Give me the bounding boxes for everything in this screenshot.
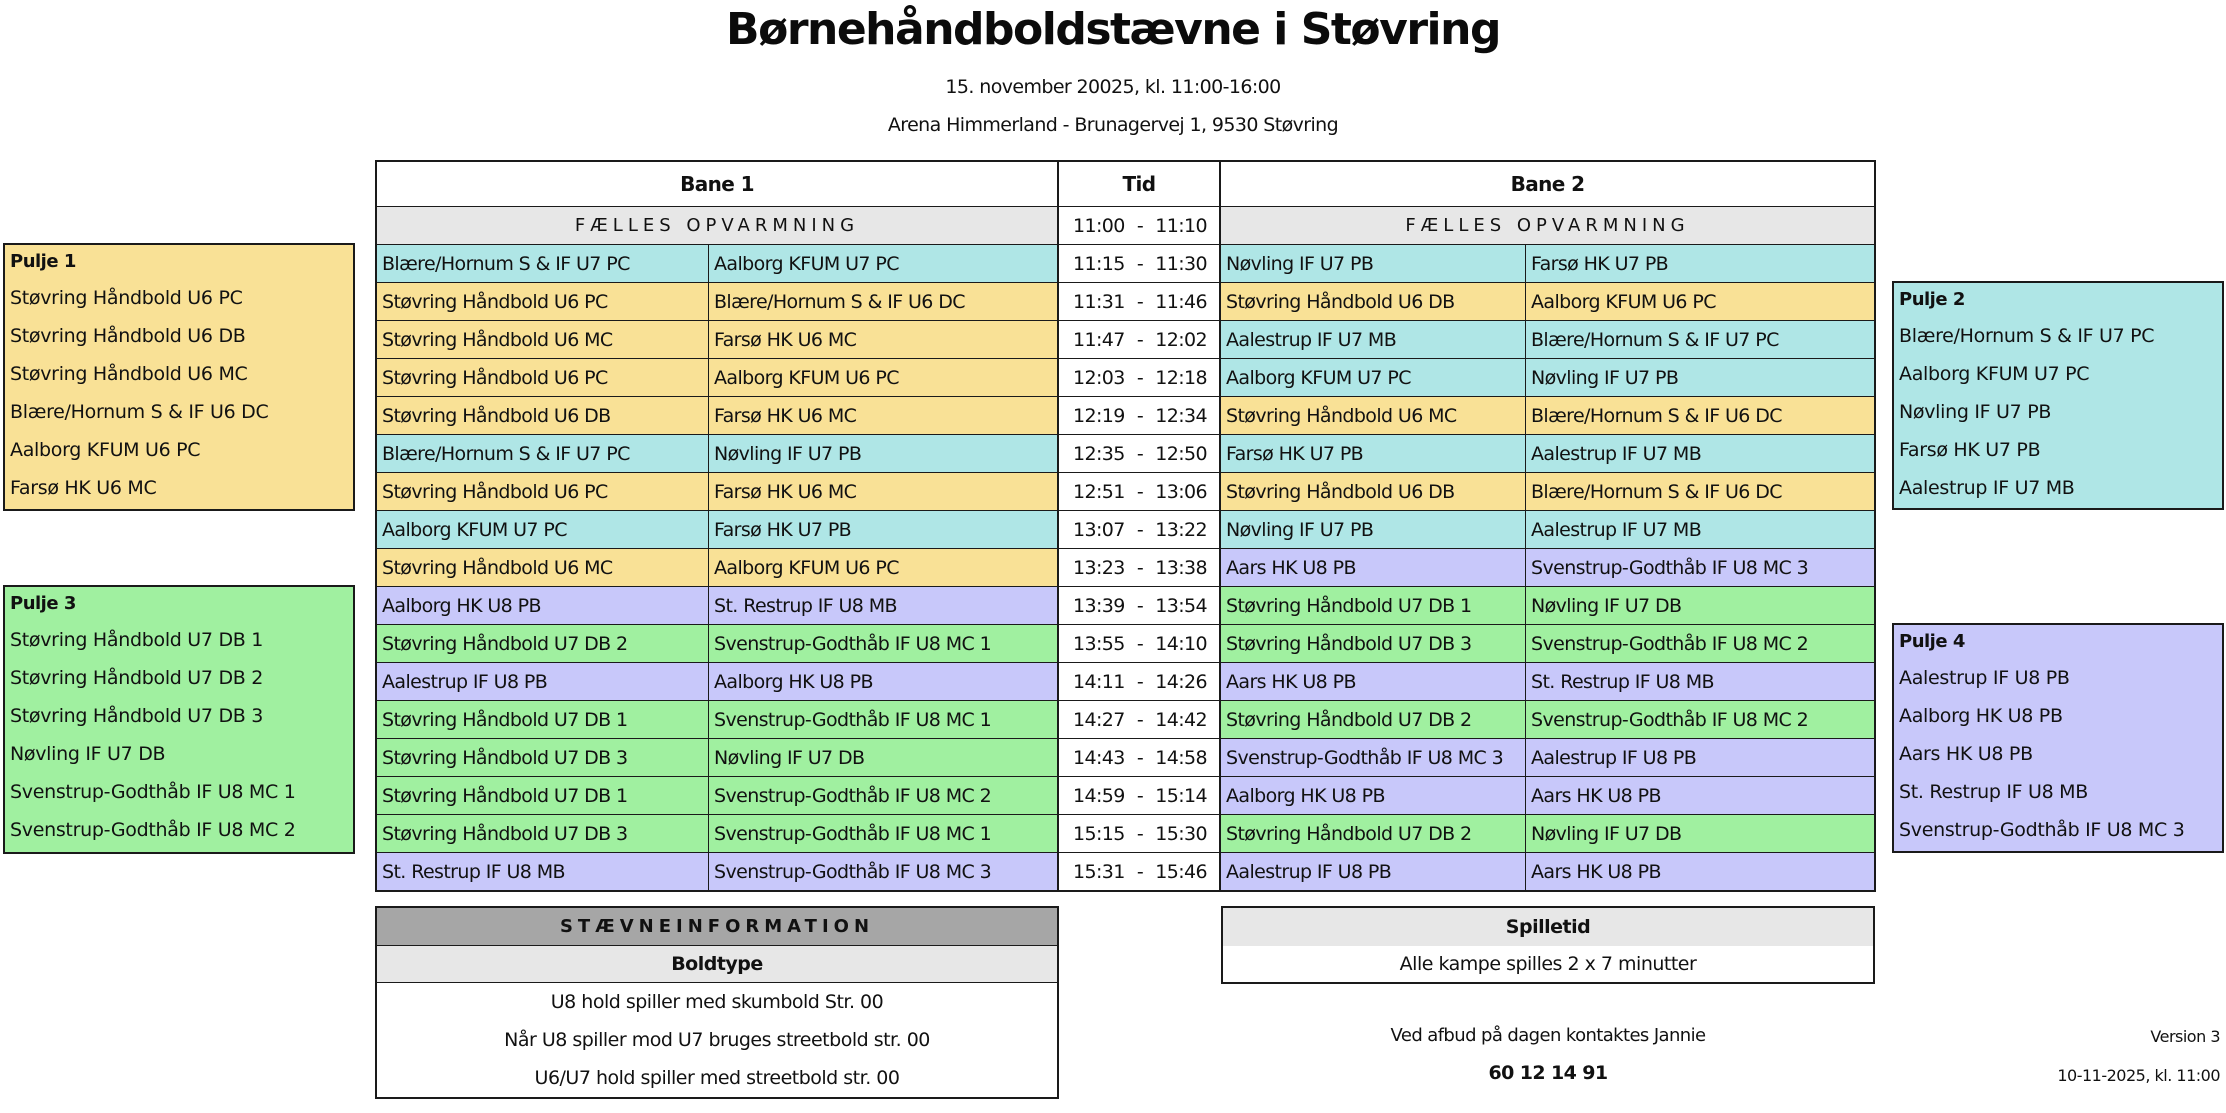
time-end: 14:26: [1155, 670, 1207, 693]
time-end: 11:30: [1155, 252, 1207, 275]
match-time: [1059, 549, 1221, 586]
court-1-away-team: Nøvling IF U7 PB: [709, 435, 1059, 472]
court-1-home-team: Støvring Håndbold U7 DB 2: [377, 625, 709, 662]
event-info-title: STÆVNEINFORMATION: [377, 908, 1057, 946]
time-separator: -: [1136, 860, 1144, 883]
ball-type-line: U6/U7 hold spiller med streetbold str. 00: [534, 1067, 900, 1089]
court-2-home-team: Nøvling IF U7 PB: [1221, 511, 1526, 548]
playing-time-label: Spilletid: [1223, 908, 1873, 946]
court-1-home-team: Støvring Håndbold U6 PC: [377, 359, 709, 396]
match-row: [377, 548, 1874, 586]
pool-team: Aars HK U8 PB: [1899, 743, 2033, 765]
warmup-court-1: FÆLLES OPVARMNING: [377, 207, 1059, 244]
time-separator: -: [1136, 822, 1144, 845]
match-row: [377, 852, 1874, 890]
court-1-away-team: Aalborg KFUM U6 PC: [709, 549, 1059, 586]
time-start: 11:47: [1073, 328, 1125, 351]
time-start: 12:19: [1073, 404, 1125, 427]
court-2-away-team: Nøvling IF U7 DB: [1526, 815, 1874, 852]
court-2-home-team: Nøvling IF U7 PB: [1221, 245, 1526, 282]
time-start: 12:35: [1073, 442, 1125, 465]
time-start: 11:00: [1073, 214, 1125, 237]
time-end: 12:34: [1155, 404, 1207, 427]
time-start: 11:31: [1073, 290, 1125, 313]
court-2-away-team: Aalborg KFUM U6 PC: [1526, 283, 1874, 320]
time-separator: -: [1136, 632, 1144, 655]
match-time: [1059, 853, 1221, 890]
time-separator: -: [1136, 518, 1144, 541]
match-time: [1059, 321, 1221, 358]
version-date: 10-11-2025, kl. 11:00: [2057, 1066, 2220, 1085]
court-2-away-team: Aars HK U8 PB: [1526, 853, 1874, 890]
match-time: [1059, 397, 1221, 434]
time-start: 13:39: [1073, 594, 1125, 617]
time-end: 14:58: [1155, 746, 1207, 769]
court-2-home-team: Støvring Håndbold U7 DB 1: [1221, 587, 1526, 624]
time-separator: -: [1136, 480, 1144, 503]
court-2-home-team: Aalborg HK U8 PB: [1221, 777, 1526, 814]
time-separator: -: [1136, 708, 1144, 731]
schedule-header-row: [377, 162, 1874, 206]
time-separator: -: [1136, 404, 1144, 427]
time-end: 13:38: [1155, 556, 1207, 579]
court-1-home-team: Støvring Håndbold U7 DB 1: [377, 777, 709, 814]
time-separator: -: [1136, 290, 1144, 313]
court-1-home-team: Støvring Håndbold U6 MC: [377, 321, 709, 358]
pool-title: Pulje 1: [10, 251, 76, 272]
pool-team: Svenstrup-Godthåb IF U8 MC 1: [10, 781, 296, 803]
court-1-home-team: Støvring Håndbold U6 DB: [377, 397, 709, 434]
time-separator: -: [1136, 784, 1144, 807]
court-2-home-team: Støvring Håndbold U6 DB: [1221, 283, 1526, 320]
match-row: [377, 320, 1874, 358]
time-end: 11:46: [1155, 290, 1207, 313]
time-end: 15:30: [1155, 822, 1207, 845]
court-2-away-team: Blære/Hornum S & IF U6 DC: [1526, 473, 1874, 510]
time-start: 11:15: [1073, 252, 1125, 275]
court-1-home-team: Støvring Håndbold U7 DB 3: [377, 739, 709, 776]
pool-team: Støvring Håndbold U6 MC: [10, 363, 248, 385]
pool-team: Svenstrup-Godthåb IF U8 MC 2: [10, 819, 296, 841]
playing-time-box: [1221, 906, 1875, 984]
court-2-home-team: Aalestrup IF U7 MB: [1221, 321, 1526, 358]
court-2-home-team: Aalestrup IF U8 PB: [1221, 853, 1526, 890]
court-2-away-team: Blære/Hornum S & IF U6 DC: [1526, 397, 1874, 434]
court-2-home-team: Støvring Håndbold U6 MC: [1221, 397, 1526, 434]
time-start: 14:59: [1073, 784, 1125, 807]
court-2-away-team: Aalestrup IF U8 PB: [1526, 739, 1874, 776]
court-2-away-team: Aalestrup IF U7 MB: [1526, 511, 1874, 548]
match-time: [1059, 245, 1221, 282]
match-time: [1059, 663, 1221, 700]
pool-team: Støvring Håndbold U7 DB 3: [10, 705, 264, 727]
warmup-time: [1059, 207, 1221, 244]
match-row: [377, 396, 1874, 434]
match-time: [1059, 283, 1221, 320]
court-1-home-team: Blære/Hornum S & IF U7 PC: [377, 435, 709, 472]
court-1-away-team: St. Restrup IF U8 MB: [709, 587, 1059, 624]
court-2-home-team: Støvring Håndbold U7 DB 3: [1221, 625, 1526, 662]
time-end: 12:50: [1155, 442, 1207, 465]
warmup-court-2: FÆLLES OPVARMNING: [1221, 207, 1874, 244]
ball-type-line: U8 hold spiller med skumbold Str. 00: [550, 991, 884, 1013]
court-1-away-team: Farsø HK U6 MC: [709, 321, 1059, 358]
match-row: [377, 814, 1874, 852]
pool-4-box: [1892, 623, 2224, 853]
schedule-table: [375, 160, 1876, 892]
court-1-away-team: Farsø HK U6 MC: [709, 397, 1059, 434]
court-1-away-team: Aalborg KFUM U7 PC: [709, 245, 1059, 282]
time-separator: -: [1136, 670, 1144, 693]
court-2-home-team: Farsø HK U7 PB: [1221, 435, 1526, 472]
court-1-home-team: Aalborg KFUM U7 PC: [377, 511, 709, 548]
match-time: [1059, 473, 1221, 510]
court-1-home-team: Støvring Håndbold U7 DB 3: [377, 815, 709, 852]
ball-type-label: Boldtype: [377, 946, 1057, 983]
time-end: 13:06: [1155, 480, 1207, 503]
court-2-home-team: Aars HK U8 PB: [1221, 549, 1526, 586]
time-separator: -: [1136, 366, 1144, 389]
court-2-away-team: Farsø HK U7 PB: [1526, 245, 1874, 282]
court-2-away-team: Aalestrup IF U7 MB: [1526, 435, 1874, 472]
court-1-away-team: Aalborg KFUM U6 PC: [709, 359, 1059, 396]
pool-team: Nøvling IF U7 DB: [10, 743, 166, 765]
court-1-away-team: Farsø HK U6 MC: [709, 473, 1059, 510]
time-separator: -: [1136, 214, 1144, 237]
court-1-header: Bane 1: [377, 162, 1059, 206]
court-2-away-team: Blære/Hornum S & IF U7 PC: [1526, 321, 1874, 358]
court-2-home-team: Støvring Håndbold U7 DB 2: [1221, 815, 1526, 852]
time-start: 14:11: [1073, 670, 1125, 693]
time-separator: -: [1136, 556, 1144, 579]
court-1-away-team: Farsø HK U7 PB: [709, 511, 1059, 548]
pool-1-box: [3, 243, 355, 511]
time-end: 11:10: [1155, 214, 1207, 237]
pool-title: Pulje 3: [10, 593, 76, 614]
match-row: [377, 472, 1874, 510]
time-start: 14:43: [1073, 746, 1125, 769]
time-start: 15:15: [1073, 822, 1125, 845]
pool-title: Pulje 4: [1899, 631, 1965, 652]
time-end: 13:22: [1155, 518, 1207, 541]
court-2-home-team: Svenstrup-Godthåb IF U8 MC 3: [1221, 739, 1526, 776]
court-2-home-team: Støvring Håndbold U7 DB 2: [1221, 701, 1526, 738]
pool-2-box: [1892, 281, 2224, 510]
match-row: [377, 738, 1874, 776]
court-2-away-team: Nøvling IF U7 PB: [1526, 359, 1874, 396]
time-end: 13:54: [1155, 594, 1207, 617]
contact-phone: 60 12 14 91: [1488, 1062, 1608, 1084]
court-1-home-team: Støvring Håndbold U7 DB 1: [377, 701, 709, 738]
court-2-home-team: Aars HK U8 PB: [1221, 663, 1526, 700]
court-1-away-team: Svenstrup-Godthåb IF U8 MC 3: [709, 853, 1059, 890]
court-1-home-team: Støvring Håndbold U6 PC: [377, 473, 709, 510]
event-date: 15. november 20025, kl. 11:00-16:00: [945, 76, 1281, 98]
pool-team: Aalborg KFUM U6 PC: [10, 439, 201, 461]
court-1-away-team: Svenstrup-Godthåb IF U8 MC 1: [709, 701, 1059, 738]
court-2-away-team: Nøvling IF U7 DB: [1526, 587, 1874, 624]
match-time: [1059, 777, 1221, 814]
version-label: Version 3: [2150, 1027, 2220, 1046]
time-start: 13:07: [1073, 518, 1125, 541]
match-row: [377, 510, 1874, 548]
time-end: 12:02: [1155, 328, 1207, 351]
time-start: 13:23: [1073, 556, 1125, 579]
match-row: [377, 776, 1874, 814]
pool-team: Farsø HK U7 PB: [1899, 439, 2041, 461]
match-time: [1059, 625, 1221, 662]
court-1-home-team: Aalestrup IF U8 PB: [377, 663, 709, 700]
court-2-away-team: St. Restrup IF U8 MB: [1526, 663, 1874, 700]
match-time: [1059, 511, 1221, 548]
match-row: [377, 586, 1874, 624]
pool-team: Svenstrup-Godthåb IF U8 MC 3: [1899, 819, 2185, 841]
pool-team: Aalestrup IF U7 MB: [1899, 477, 2075, 499]
court-1-home-team: Aalborg HK U8 PB: [377, 587, 709, 624]
match-time: [1059, 739, 1221, 776]
pool-3-box: [3, 585, 355, 854]
time-end: 14:42: [1155, 708, 1207, 731]
court-2-away-team: Svenstrup-Godthåb IF U8 MC 2: [1526, 625, 1874, 662]
court-1-home-team: Støvring Håndbold U6 MC: [377, 549, 709, 586]
time-end: 12:18: [1155, 366, 1207, 389]
court-1-home-team: Støvring Håndbold U6 PC: [377, 283, 709, 320]
event-info-box: [375, 906, 1059, 1099]
time-start: 12:03: [1073, 366, 1125, 389]
court-1-away-team: Svenstrup-Godthåb IF U8 MC 1: [709, 625, 1059, 662]
match-time: [1059, 701, 1221, 738]
pool-team: Støvring Håndbold U7 DB 2: [10, 667, 264, 689]
time-start: 13:55: [1073, 632, 1125, 655]
ball-type-line: Når U8 spiller mod U7 bruges streetbold str. 00: [504, 1029, 930, 1051]
warmup-row: [377, 206, 1874, 244]
pool-team: St. Restrup IF U8 MB: [1899, 781, 2088, 803]
pool-team: Aalborg KFUM U7 PC: [1899, 363, 2090, 385]
pool-team: Støvring Håndbold U7 DB 1: [10, 629, 264, 651]
court-1-away-team: Svenstrup-Godthåb IF U8 MC 1: [709, 815, 1059, 852]
match-row: [377, 244, 1874, 282]
pool-team: Blære/Hornum S & IF U6 DC: [10, 401, 269, 423]
pool-team: Nøvling IF U7 PB: [1899, 401, 2052, 423]
time-separator: -: [1136, 594, 1144, 617]
court-1-away-team: Blære/Hornum S & IF U6 DC: [709, 283, 1059, 320]
match-time: [1059, 587, 1221, 624]
court-2-home-team: Støvring Håndbold U6 DB: [1221, 473, 1526, 510]
court-2-away-team: Svenstrup-Godthåb IF U8 MC 2: [1526, 701, 1874, 738]
match-time: [1059, 435, 1221, 472]
time-end: 14:10: [1155, 632, 1207, 655]
match-row: [377, 662, 1874, 700]
time-separator: -: [1136, 746, 1144, 769]
time-end: 15:14: [1155, 784, 1207, 807]
time-end: 15:46: [1155, 860, 1207, 883]
time-header: Tid: [1059, 162, 1221, 206]
pool-title: Pulje 2: [1899, 289, 1965, 310]
pool-team: Aalborg HK U8 PB: [1899, 705, 2063, 727]
match-time: [1059, 359, 1221, 396]
match-row: [377, 434, 1874, 472]
time-separator: -: [1136, 252, 1144, 275]
court-2-home-team: Aalborg KFUM U7 PC: [1221, 359, 1526, 396]
time-start: 15:31: [1073, 860, 1125, 883]
court-1-home-team: St. Restrup IF U8 MB: [377, 853, 709, 890]
court-2-header: Bane 2: [1510, 172, 1585, 196]
page-title: Børnehåndboldstævne i Støvring: [726, 4, 1500, 55]
pool-team: Farsø HK U6 MC: [10, 477, 157, 499]
match-row: [377, 358, 1874, 396]
match-row: [377, 624, 1874, 662]
court-2-away-team: Aars HK U8 PB: [1526, 777, 1874, 814]
court-1-away-team: Aalborg HK U8 PB: [709, 663, 1059, 700]
time-start: 12:51: [1073, 480, 1125, 503]
court-2-away-team: Svenstrup-Godthåb IF U8 MC 3: [1526, 549, 1874, 586]
court-1-away-team: Nøvling IF U7 DB: [709, 739, 1059, 776]
time-separator: -: [1136, 328, 1144, 351]
pool-team: Aalestrup IF U8 PB: [1899, 667, 2070, 689]
match-time: [1059, 815, 1221, 852]
contact-text: Ved afbud på dagen kontaktes Jannie: [1390, 1025, 1706, 1046]
pool-team: Støvring Håndbold U6 PC: [10, 287, 243, 309]
match-row: [377, 700, 1874, 738]
event-venue: Arena Himmerland - Brunagervej 1, 9530 Støvring: [887, 114, 1339, 136]
time-start: 14:27: [1073, 708, 1125, 731]
playing-time-text: Alle kampe spilles 2 x 7 minutter: [1399, 953, 1697, 975]
time-separator: -: [1136, 442, 1144, 465]
court-1-home-team: Blære/Hornum S & IF U7 PC: [377, 245, 709, 282]
pool-team: Blære/Hornum S & IF U7 PC: [1899, 325, 2155, 347]
match-row: [377, 282, 1874, 320]
pool-team: Støvring Håndbold U6 DB: [10, 325, 246, 347]
court-1-away-team: Svenstrup-Godthåb IF U8 MC 2: [709, 777, 1059, 814]
